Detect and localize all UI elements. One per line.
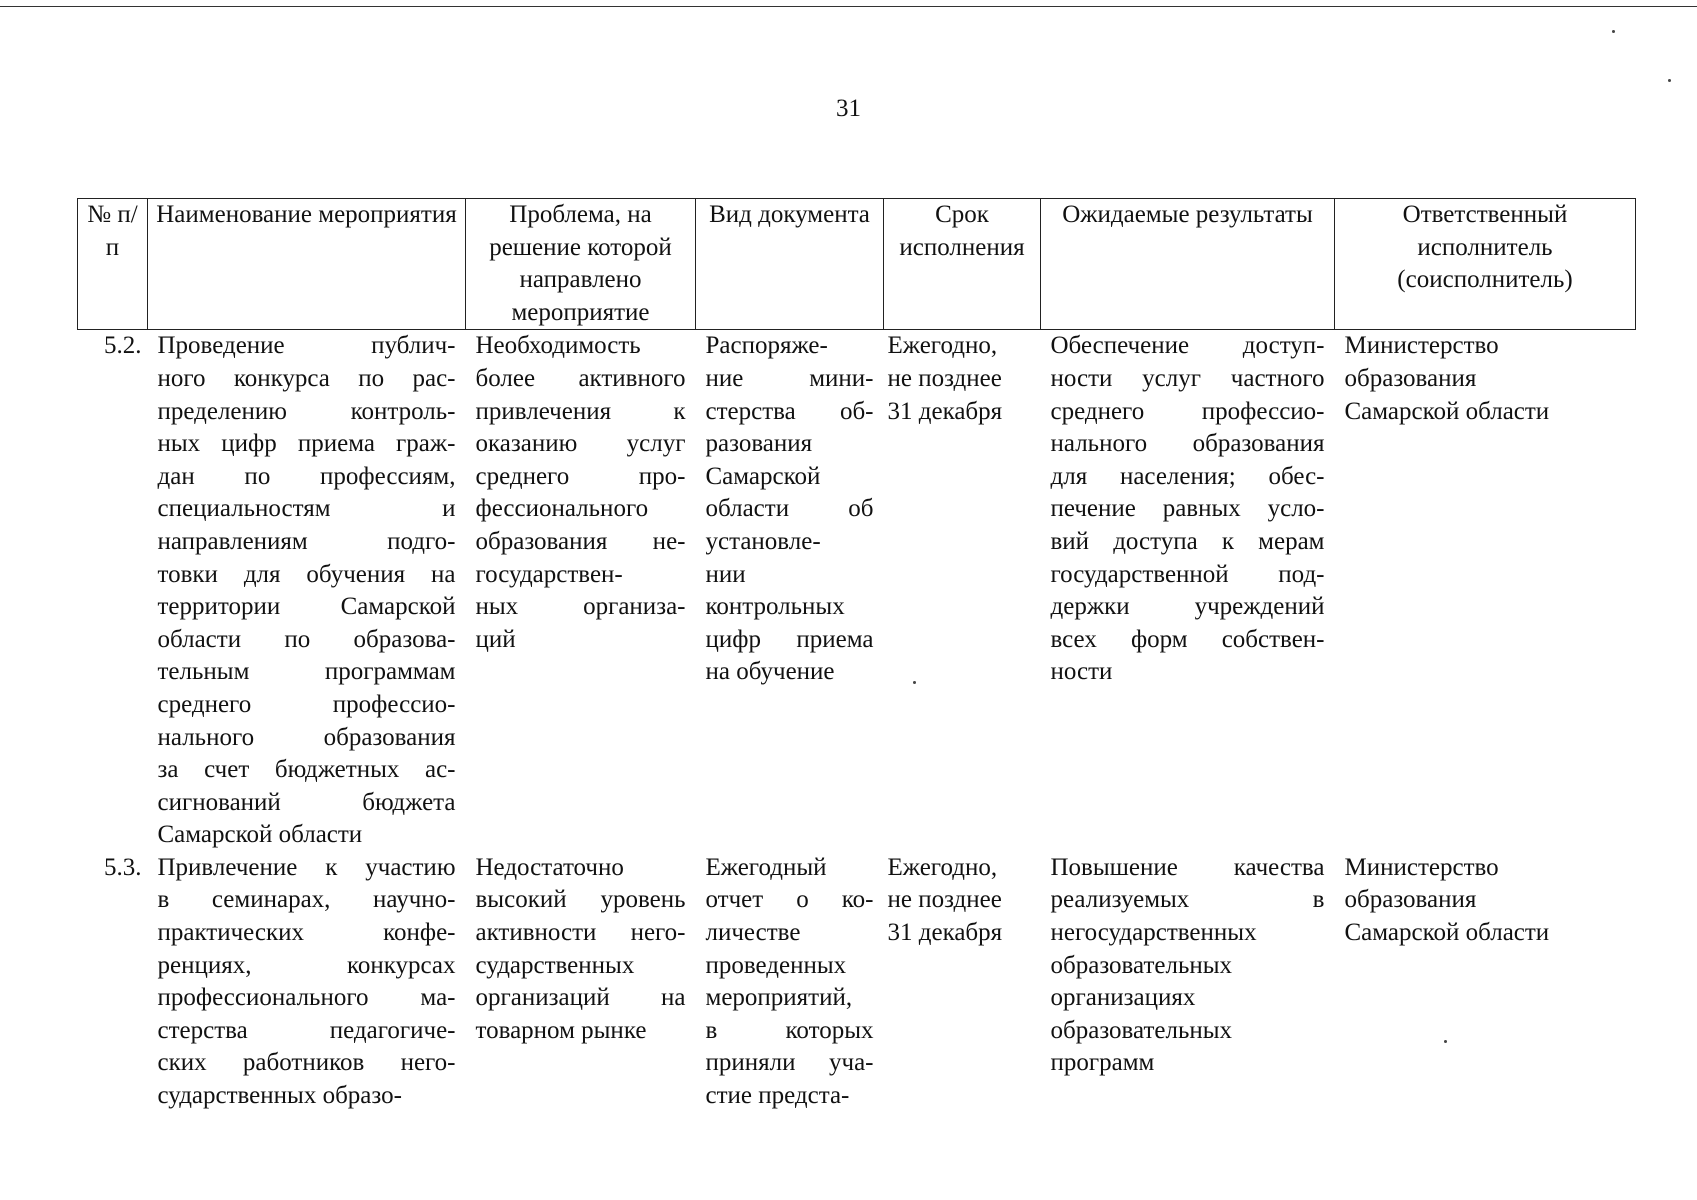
header-document-type: Вид документа bbox=[696, 199, 884, 330]
table-body bbox=[78, 330, 1636, 1113]
scan-speck bbox=[1612, 30, 1615, 33]
cell-line: контрольных bbox=[705, 593, 845, 621]
cell-line: Необходимость bbox=[475, 332, 641, 360]
cell-line: Повышение качества bbox=[1050, 853, 1325, 881]
cell-line: Самарской bbox=[705, 462, 821, 490]
cell-line: организаций на bbox=[475, 984, 686, 1012]
scan-speck bbox=[1444, 1040, 1447, 1043]
cell-line: ских работников него- bbox=[157, 1049, 456, 1077]
cell-line: высокий уровень bbox=[475, 886, 686, 914]
cell-line: Обеспечение доступ- bbox=[1050, 332, 1325, 360]
cell-line: вий доступа к мерам bbox=[1050, 527, 1325, 555]
cell-line: образовательных bbox=[1050, 1016, 1233, 1044]
cell-line: ренциях, конкурсах bbox=[157, 951, 456, 979]
cell-line: товарном рынке bbox=[475, 1016, 647, 1044]
top-rule bbox=[0, 6, 1697, 7]
cell-line: Ежегодный bbox=[705, 853, 827, 881]
cell-line: Ежегодно, bbox=[887, 332, 998, 360]
header-problem: Проблема, на решение которой направлено мероприятие bbox=[466, 199, 696, 330]
cell-line: Ежегодно, bbox=[887, 853, 998, 881]
cell-activity-name bbox=[148, 852, 466, 1113]
table-header-row bbox=[78, 199, 1636, 330]
cell-line: стие предста- bbox=[705, 1082, 850, 1110]
cell-line: держки учреждений bbox=[1050, 593, 1325, 621]
cell-expected-results bbox=[1041, 852, 1335, 1113]
cell-problem bbox=[466, 852, 696, 1113]
cell-line: Недостаточно bbox=[475, 853, 624, 881]
cell-line: установле- bbox=[705, 527, 821, 555]
cell-line: стерства педагогиче- bbox=[157, 1016, 456, 1044]
cell-line: ности услуг частного bbox=[1050, 364, 1325, 392]
cell-line: тельным программам bbox=[157, 658, 456, 686]
cell-line: в которых bbox=[705, 1016, 874, 1044]
cell-line: оказанию услуг bbox=[475, 430, 686, 458]
cell-line: сударственных образо- bbox=[157, 1082, 402, 1110]
cell-line: активности него- bbox=[475, 919, 686, 947]
cell-line: в семинарах, научно- bbox=[157, 886, 456, 914]
cell-line: ций bbox=[475, 625, 516, 653]
cell-line: Самарской области bbox=[157, 821, 363, 849]
cell-expected-results bbox=[1041, 330, 1335, 852]
cell-line: привлечения к bbox=[475, 397, 686, 425]
cell-line: территории Самарской bbox=[157, 593, 456, 621]
cell-line: 31 декабря bbox=[887, 397, 1003, 425]
cell-line: образовательных bbox=[1050, 951, 1233, 979]
cell-line: образования не- bbox=[475, 527, 686, 555]
header-responsible: Ответственный исполнитель (соисполнитель) bbox=[1335, 199, 1636, 330]
cell-deadline bbox=[884, 330, 1041, 852]
cell-line: организациях bbox=[1050, 984, 1196, 1012]
page-number: 31 bbox=[836, 95, 861, 122]
cell-line: пределению контроль- bbox=[157, 397, 456, 425]
cell-line: нии bbox=[705, 560, 746, 588]
header-deadline: Срок исполнения bbox=[884, 199, 1041, 330]
cell-line: ности bbox=[1050, 658, 1113, 686]
cell-line: государственной под- bbox=[1050, 560, 1325, 588]
cell-line: более активного bbox=[475, 364, 686, 392]
header-activity-name: Наименование мероприятия bbox=[148, 199, 466, 330]
cell-line: на обучение bbox=[705, 658, 835, 686]
cell-line: образования bbox=[1344, 886, 1477, 914]
cell-line: ние мини- bbox=[705, 364, 874, 392]
cell-number: 5.3. bbox=[104, 853, 142, 881]
cell-line: программ bbox=[1050, 1049, 1155, 1077]
header-number: № п/п bbox=[78, 199, 148, 330]
cell-line: среднего профессио- bbox=[157, 690, 456, 718]
cell-line: стерства об- bbox=[705, 397, 874, 425]
scan-speck bbox=[1668, 79, 1671, 82]
cell-line: нального образования bbox=[157, 723, 456, 751]
cell-line: отчет о ко- bbox=[705, 886, 874, 914]
cell-activity-name bbox=[148, 330, 466, 852]
cell-line: Министерство bbox=[1344, 853, 1499, 881]
cell-deadline bbox=[884, 852, 1041, 1113]
cell-line: приняли уча- bbox=[705, 1049, 874, 1077]
cell-line: области по образова- bbox=[157, 625, 456, 653]
cell-line: области об bbox=[705, 495, 874, 523]
cell-line: Самарской области bbox=[1344, 919, 1550, 947]
cell-document-type bbox=[696, 852, 884, 1113]
cell-line: реализуемых в bbox=[1050, 886, 1325, 914]
cell-line: профессионального ма- bbox=[157, 984, 456, 1012]
cell-line: Самарской области bbox=[1344, 397, 1550, 425]
table-row bbox=[78, 852, 1636, 1113]
cell-responsible bbox=[1335, 852, 1636, 1113]
cell-line: среднего профессио- bbox=[1050, 397, 1325, 425]
cell-line: дан по профессиям, bbox=[157, 462, 456, 490]
cell-problem bbox=[466, 330, 696, 852]
cell-line: государствен- bbox=[475, 560, 623, 588]
cell-line: направлениям подго- bbox=[157, 527, 456, 555]
cell-line: ных цифр приема граж- bbox=[157, 430, 456, 458]
cell-line: товки для обучения на bbox=[157, 560, 456, 588]
cell-line: сигнований бюджета bbox=[157, 788, 456, 816]
cell-line: Привлечение к участию bbox=[157, 853, 456, 881]
cell-line: 31 декабря bbox=[887, 919, 1003, 947]
cell-line: для населения; обес- bbox=[1050, 462, 1325, 490]
cell-line: разования bbox=[705, 430, 813, 458]
cell-line: фессионального bbox=[475, 495, 649, 523]
cell-responsible bbox=[1335, 330, 1636, 852]
cell-line: ных организа- bbox=[475, 593, 686, 621]
cell-line: цифр приема bbox=[705, 625, 874, 653]
cell-line: личестве bbox=[705, 919, 801, 947]
cell-line: всех форм собствен- bbox=[1050, 625, 1325, 653]
cell-line: практических конфе- bbox=[157, 919, 456, 947]
cell-document-type bbox=[696, 330, 884, 852]
cell-line: проведенных bbox=[705, 951, 847, 979]
cell-line: сударственных bbox=[475, 951, 635, 979]
cell-line: не позднее bbox=[887, 886, 1002, 914]
cell-line: негосударственных bbox=[1050, 919, 1257, 947]
cell-line: Проведение публич- bbox=[157, 332, 456, 360]
cell-line: за счет бюджетных ас- bbox=[157, 756, 456, 784]
table-row bbox=[78, 330, 1636, 852]
cell-line: среднего про- bbox=[475, 462, 686, 490]
cell-line: Министерство bbox=[1344, 332, 1499, 360]
cell-line: мероприятий, bbox=[705, 984, 853, 1012]
cell-line: не позднее bbox=[887, 364, 1002, 392]
cell-line: образования bbox=[1344, 364, 1477, 392]
scan-speck bbox=[913, 681, 916, 684]
header-expected-results: Ожидаемые результаты bbox=[1041, 199, 1335, 330]
cell-line: печение равных усло- bbox=[1050, 495, 1325, 523]
cell-line: ного конкурса по рас- bbox=[157, 364, 456, 392]
cell-line: нального образования bbox=[1050, 430, 1325, 458]
cell-line: Распоряже- bbox=[705, 332, 828, 360]
activities-table bbox=[77, 198, 1636, 1113]
cell-line: специальностям и bbox=[157, 495, 456, 523]
cell-number: 5.2. bbox=[104, 332, 142, 360]
